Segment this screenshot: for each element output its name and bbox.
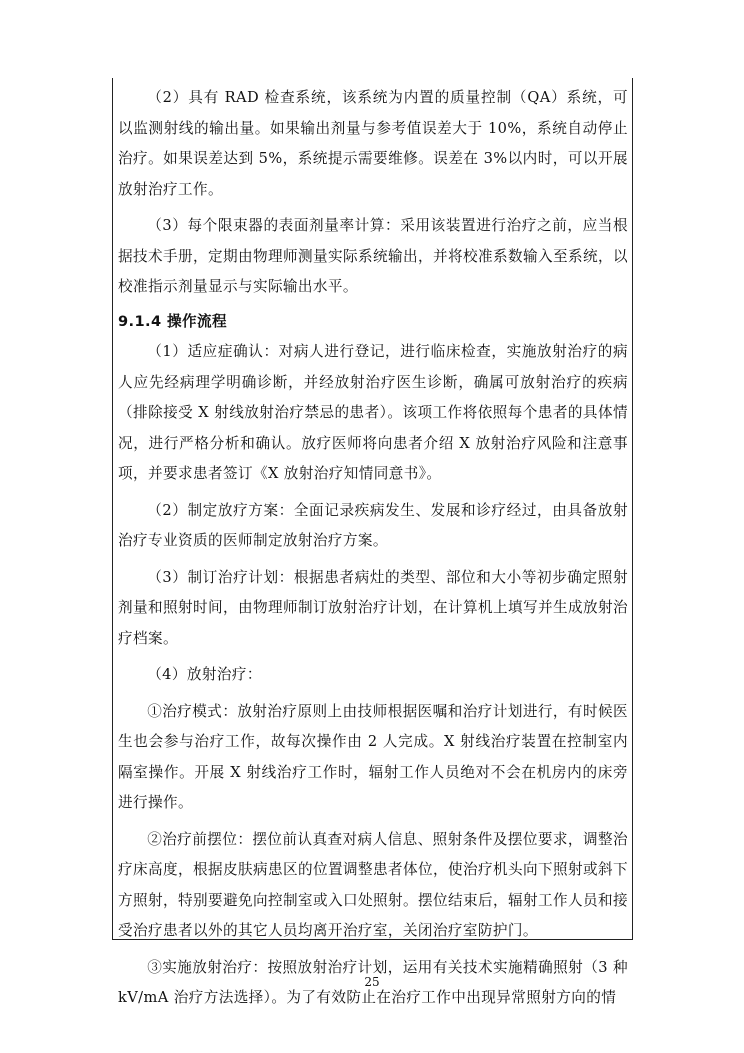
section-heading: 9.1.4 操作流程 (118, 312, 228, 330)
paragraph-radiotherapy: （4）放射治疗： (147, 666, 262, 683)
document-body (118, 83, 628, 1014)
paragraph-indication: （1）适应症确认：对病人进行登记，进行临床检查，实施放射治疗的病人应先经病理学明确诊断，并经放射治疗医生诊断，确属可放射治疗的疾病（排除接受 X 射线放射治疗禁忌的患者）。该项工作将依照每个患者的具体情况，进行严格分析和确认。放疗医师将向患者介绍 X 放射治疗风险和注意事项，并要求患者签订《X 放射治疗知情同意书》。 (118, 343, 628, 482)
paragraph-treatment-plan: （2）制定放疗方案：全面记录疾病发生、发展和诊疗经过，由具备放射治疗专业资质的医师制定放射治疗方案。 (118, 501, 628, 549)
paragraph-surface-dose: （3）每个限束器的表面剂量率计算：采用该装置进行治疗之前，应当根据技术手册，定期由物理师测量实际系统输出，并将校准系数输入至系统，以校准指示剂量显示与实际输出水平。 (118, 217, 628, 295)
paragraph-positioning: ②治疗前摆位：摆位前认真查对病人信息、照射条件及摆位要求，调整治疗床高度，根据皮肤病患区的位置调整患者体位，使治疗机头向下照射或斜下方照射，特别要避免向控制室或入口处照射。摆位结束后，辐射工作人员和接受治疗患者以外的其它人员均离开治疗室，关闭治疗室防护门。 (118, 830, 628, 939)
paragraph-planning: （3）制订治疗计划：根据患者病灶的类型、部位和大小等初步确定照射剂量和照射时间，由物理师制订放射治疗计划，在计算机上填写并生成放射治疗档案。 (118, 568, 628, 647)
paragraph-treatment-mode: ①治疗模式：放射治疗原则上由技师根据医嘱和治疗计划进行，有时候医生也会参与治疗工作，故每次操作由 2 人完成。X 射线治疗装置在控制室内隔室操作。开展 X 射线治疗工作时，辐射工作人员绝对不会在机房内的床旁进行操作。 (118, 702, 628, 811)
page-number: 25 (364, 975, 380, 989)
paragraph-implementation: ③实施放射治疗：按照放射治疗计划，运用有关技术实施精确照射（3 种 kV/mA 治疗方法选择）。为了有效防止在治疗工作中出现异常照射方向的情 (118, 958, 628, 1006)
paragraph-rad-check: （2）具有 RAD 检查系统，该系统为内置的质量控制（QA）系统，可以监测射线的输出量。如果输出剂量与参考值误差大于 10%，系统自动停止治疗。如果误差达到 5%，系统提示需要维修。误差在 3%以内时，可以开展放射治疗工作。 (118, 89, 628, 198)
